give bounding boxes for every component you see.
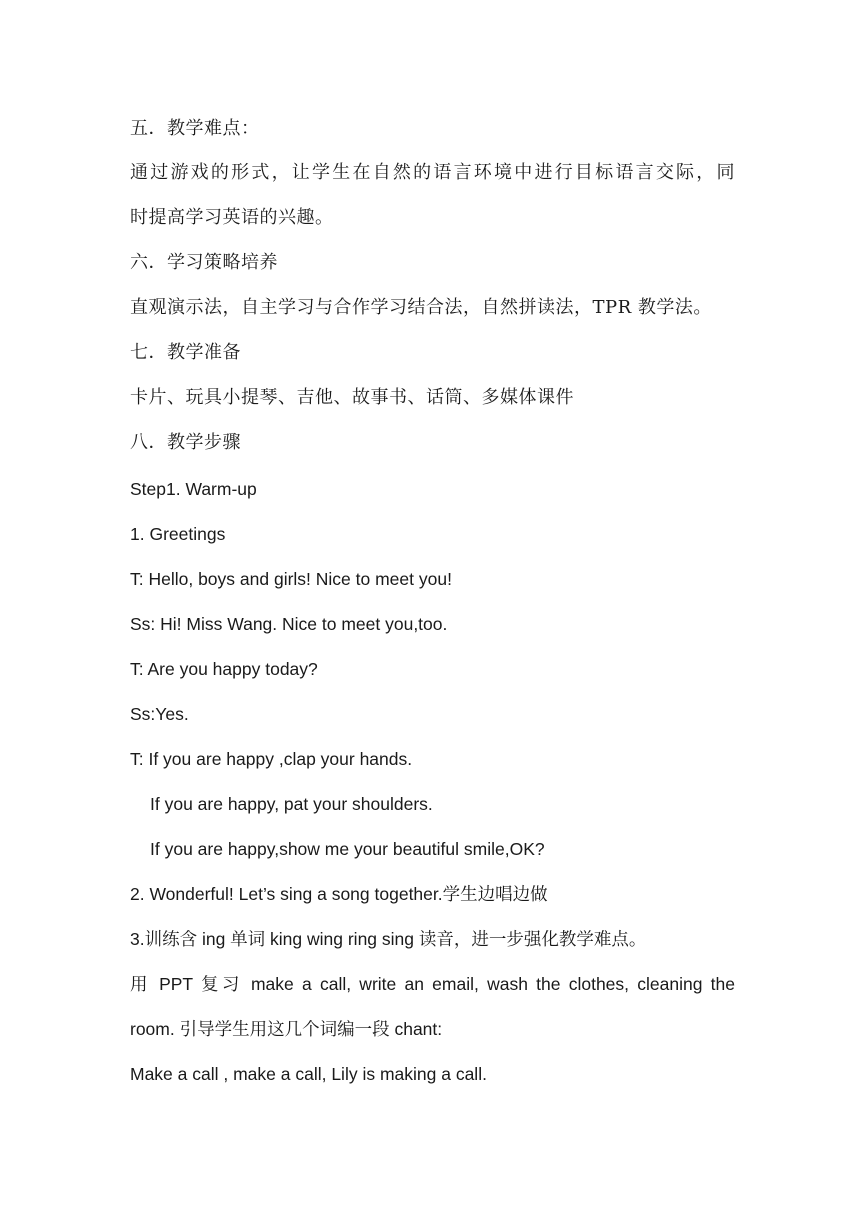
list-item-sing-song: 2. Wonderful! Let’s sing a song together.学生边唱边做 bbox=[130, 884, 548, 904]
paragraph-line: 通过游戏的形式，让学生在自然的语言环境中进行目标语言交际，同 bbox=[130, 162, 735, 183]
section-heading-teaching-steps: 八．教学步骤 bbox=[130, 432, 241, 453]
paragraph-line: room. 引导学生用这几个词编一段 chant: bbox=[130, 1019, 443, 1039]
dialogue-line: Ss: Hi! Miss Wang. Nice to meet you,too. bbox=[130, 614, 448, 634]
paragraph-line: 卡片、玩具小提琴、吉他、故事书、话筒、多媒体课件 bbox=[130, 387, 574, 408]
dialogue-line: Ss:Yes. bbox=[130, 704, 189, 724]
dialogue-line-indented: If you are happy, pat your shoulders. bbox=[150, 794, 433, 814]
dialogue-line: T: If you are happy ,clap your hands. bbox=[130, 749, 413, 769]
paragraph-line: 用 PPT 复习 make a call, write an email, wash the clothes, cleaning the bbox=[130, 974, 735, 994]
section-heading-learning-strategy: 六．学习策略培养 bbox=[130, 252, 278, 273]
list-item-greetings: 1. Greetings bbox=[130, 524, 226, 544]
dialogue-line-indented: If you are happy,show me your beautiful smile,OK? bbox=[150, 839, 545, 859]
step-heading-warm-up: Step1. Warm-up bbox=[130, 479, 257, 499]
list-item-ing-words: 3.训练含 ing 单词 king wing ring sing 读音，进一步强化教学难点。 bbox=[130, 929, 647, 949]
chant-line: Make a call , make a call, Lily is making a call. bbox=[130, 1064, 487, 1084]
paragraph-line: 时提高学习英语的兴趣。 bbox=[130, 207, 334, 228]
dialogue-line: T: Are you happy today? bbox=[130, 659, 318, 679]
section-heading-teaching-difficulties: 五．教学难点： bbox=[130, 118, 260, 139]
paragraph-line: 直观演示法，自主学习与合作学习结合法，自然拼读法，TPR 教学法。 bbox=[130, 297, 712, 318]
dialogue-line: T: Hello, boys and girls! Nice to meet you! bbox=[130, 569, 452, 589]
section-heading-teaching-preparation: 七．教学准备 bbox=[130, 342, 241, 363]
